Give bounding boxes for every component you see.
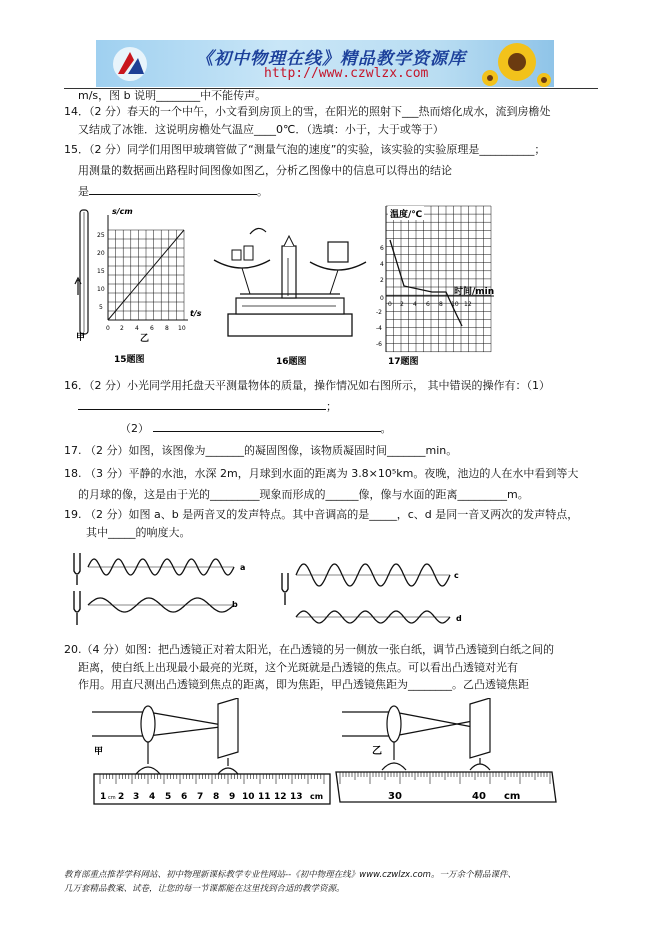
ruler-label: 4 bbox=[149, 792, 156, 802]
fig17-ytick: 2 bbox=[380, 277, 384, 284]
fig17-xtick: 6 bbox=[426, 301, 430, 308]
fig15-ytick: 15 bbox=[97, 268, 105, 275]
ruler-label: cm bbox=[504, 791, 521, 802]
ruler-label: 40 bbox=[472, 791, 486, 802]
fig17-xtick: 2 bbox=[400, 301, 404, 308]
banner-title: 《初中物理在线》精品教学资源库 bbox=[196, 49, 466, 69]
q16-line3-suffix: 。 bbox=[380, 422, 392, 435]
fig15-ytick: 10 bbox=[97, 286, 105, 293]
fig15-ytick: 20 bbox=[97, 250, 105, 257]
site-banner bbox=[96, 40, 554, 87]
right-pan bbox=[310, 262, 366, 270]
fig17-xlabel: 时间/min bbox=[454, 287, 495, 297]
fig17-caption: 17题图 bbox=[388, 357, 419, 367]
fig15-graph bbox=[97, 207, 202, 344]
q15-line2: 用测量的数据画出路程时间图像如图乙，分析乙图像中的信息可以得出的结论 bbox=[78, 164, 452, 177]
q15-line1: 15．（2 分）同学们用图甲玻璃管做了“测量气泡的速度”的实验，该实验的实验原理是__________； bbox=[64, 143, 546, 156]
q16-line3 bbox=[120, 420, 392, 437]
fig17-xtick: 0 bbox=[388, 301, 392, 308]
q15-line3 bbox=[78, 183, 268, 200]
object-block bbox=[328, 242, 348, 262]
fig15-xtick: 6 bbox=[150, 325, 154, 332]
answer-blank[interactable] bbox=[78, 398, 326, 410]
fig15-xlabel: t/s bbox=[190, 309, 202, 318]
q14-line1: 14．（2 分）春天的一个中午，小文看到房顶上的雪，在阳光的照射下___热而熔化成水，流到房檐处 bbox=[64, 105, 551, 118]
figure-17 bbox=[372, 200, 502, 368]
fig17-ytick: -4 bbox=[376, 325, 382, 332]
wave-label: c bbox=[454, 571, 459, 580]
q17-line: 17. （2 分）如图，该图像为_______的凝固图像，该物质凝固时间_______min。 bbox=[64, 444, 458, 457]
q20-line2: 距离，使白纸上出现最小最亮的光斑，这个光斑就是凸透镜的焦点。可以看出凸透镜对光有 bbox=[78, 661, 518, 674]
sunflower-icon bbox=[482, 40, 552, 87]
tuning-fork-icon bbox=[282, 573, 288, 592]
ruler-label: 10 bbox=[242, 792, 255, 802]
fig17-xtick: 4 bbox=[413, 301, 417, 308]
ruler-label: 2 bbox=[118, 792, 125, 802]
q19-line2: 其中_____的响度大。 bbox=[86, 526, 191, 539]
paper-screen bbox=[470, 698, 490, 758]
ruler-label: 3 bbox=[133, 792, 140, 802]
ruler-label: cm bbox=[108, 795, 116, 801]
fig15-xtick: 10 bbox=[178, 325, 186, 332]
banner-url[interactable]: http://www.czwlzx.com bbox=[264, 66, 429, 81]
footer-line1: 教育部重点推荐学科网站、初中物理新课标教学专业性网站--《初中物理在线》www.czwlzx.com。一万余个精品课件、 bbox=[64, 870, 516, 880]
ruler-label: 6 bbox=[181, 792, 188, 802]
fig15-right-label: 乙 bbox=[140, 334, 150, 344]
ruler-label: 8 bbox=[213, 792, 220, 802]
fig17-ylabel: 温度/℃ bbox=[390, 210, 423, 220]
left-pan bbox=[214, 260, 270, 268]
fig17-ytick: 6 bbox=[380, 245, 384, 252]
ruler-label: 9 bbox=[229, 792, 236, 802]
convex-lens bbox=[141, 706, 155, 742]
tuning-fork-icon bbox=[74, 591, 80, 612]
q13-tail: m/s，图 b 说明________中不能传声。 bbox=[78, 89, 267, 102]
fig17-ytick: -6 bbox=[376, 341, 382, 348]
q19-line1: 19. （2 分）如图 a、b 是两音叉的发声特点。其中音调高的是_____，c、d 是同一音叉两次的发声特点， bbox=[64, 508, 579, 521]
q18-line1: 18. （3 分）平静的水池，水深 2m，月球到水面的距离为 3.8×10⁵km。夜晚，池边的人在水中看到等大 bbox=[64, 467, 579, 480]
fig17-ytick: -2 bbox=[376, 309, 382, 316]
q20-line1: 20.（4 分）如图：把凸透镜正对着太阳光，在凸透镜的另一侧放一张白纸，调节凸透镜到白纸之间的 bbox=[64, 643, 554, 656]
figure-20 bbox=[86, 698, 566, 810]
wave-label: d bbox=[456, 614, 462, 623]
ruler-label: 5 bbox=[165, 792, 172, 802]
fig16-caption: 16题图 bbox=[276, 357, 307, 367]
q16-line2: ； bbox=[78, 398, 337, 415]
ruler-label: 12 bbox=[274, 792, 287, 802]
q20-line3: 作用。用直尺测出凸透镜到焦点的距离，即为焦距，甲凸透镜焦距为________。乙凸透镜焦距 bbox=[78, 678, 529, 691]
q15-line3-prefix: 是 bbox=[78, 185, 89, 198]
fig20-left-label: 甲 bbox=[94, 747, 104, 757]
fig15-caption: 15题图 bbox=[114, 355, 145, 365]
convex-lens bbox=[387, 706, 401, 742]
fig15-xtick: 0 bbox=[106, 325, 110, 332]
ruler-label: 13 bbox=[290, 792, 303, 802]
q14-line2: 又结成了冰锥．这说明房檐处气温应____0℃．（选填：小于，大于或等于） bbox=[78, 123, 444, 136]
paper-screen bbox=[218, 698, 238, 758]
figure-16 bbox=[210, 218, 370, 368]
ruler-label: 11 bbox=[258, 792, 271, 802]
wave-label: b bbox=[232, 600, 238, 609]
balance-base bbox=[228, 314, 352, 336]
ruler-label: 7 bbox=[197, 792, 204, 802]
q16-line1: 16．（2 分）小光同学用托盘天平测量物体的质量，操作情况如右图所示， 其中错误的操作有：（1） bbox=[64, 379, 550, 392]
answer-blank[interactable] bbox=[89, 183, 257, 195]
ruler-label: 30 bbox=[388, 791, 402, 802]
fig15-xtick: 8 bbox=[165, 325, 169, 332]
figure-19 bbox=[64, 545, 484, 633]
wave-label: a bbox=[240, 563, 246, 572]
fig20-right-label: 乙 bbox=[372, 746, 382, 757]
fig17-ytick: 4 bbox=[380, 261, 384, 268]
q15-line3-suffix: 。 bbox=[257, 185, 268, 198]
fig17-xtick: 10 bbox=[451, 301, 459, 308]
answer-blank[interactable] bbox=[153, 420, 381, 432]
ruler-label: 1 bbox=[100, 792, 107, 802]
fig15-left-label: 甲 bbox=[76, 333, 86, 343]
figure-15 bbox=[70, 200, 205, 365]
fig15-xtick: 4 bbox=[135, 325, 139, 332]
fig15-ylabel: s/cm bbox=[112, 207, 133, 216]
fig17-xtick: 12 bbox=[464, 301, 472, 308]
fig15-xtick: 2 bbox=[120, 325, 124, 332]
site-logo-icon bbox=[110, 44, 150, 84]
ruler-label: cm bbox=[310, 792, 324, 801]
fig17-xtick: 8 bbox=[439, 301, 443, 308]
fig15-ytick: 25 bbox=[97, 232, 105, 239]
fig15-ytick: 5 bbox=[99, 304, 103, 311]
tuning-fork-icon bbox=[74, 553, 80, 574]
q18-line2: 的月球的像，这是由于光的_________现象而形成的______像，像与水面的距离_________m。 bbox=[78, 488, 529, 501]
q16-line3-prefix: （2） bbox=[120, 422, 149, 435]
fig17-ytick: 0 bbox=[380, 295, 384, 302]
footer-line2: 几万套精品教案、试卷，让您的每一节课都能在这里找到合适的教学资源。 bbox=[64, 884, 345, 894]
